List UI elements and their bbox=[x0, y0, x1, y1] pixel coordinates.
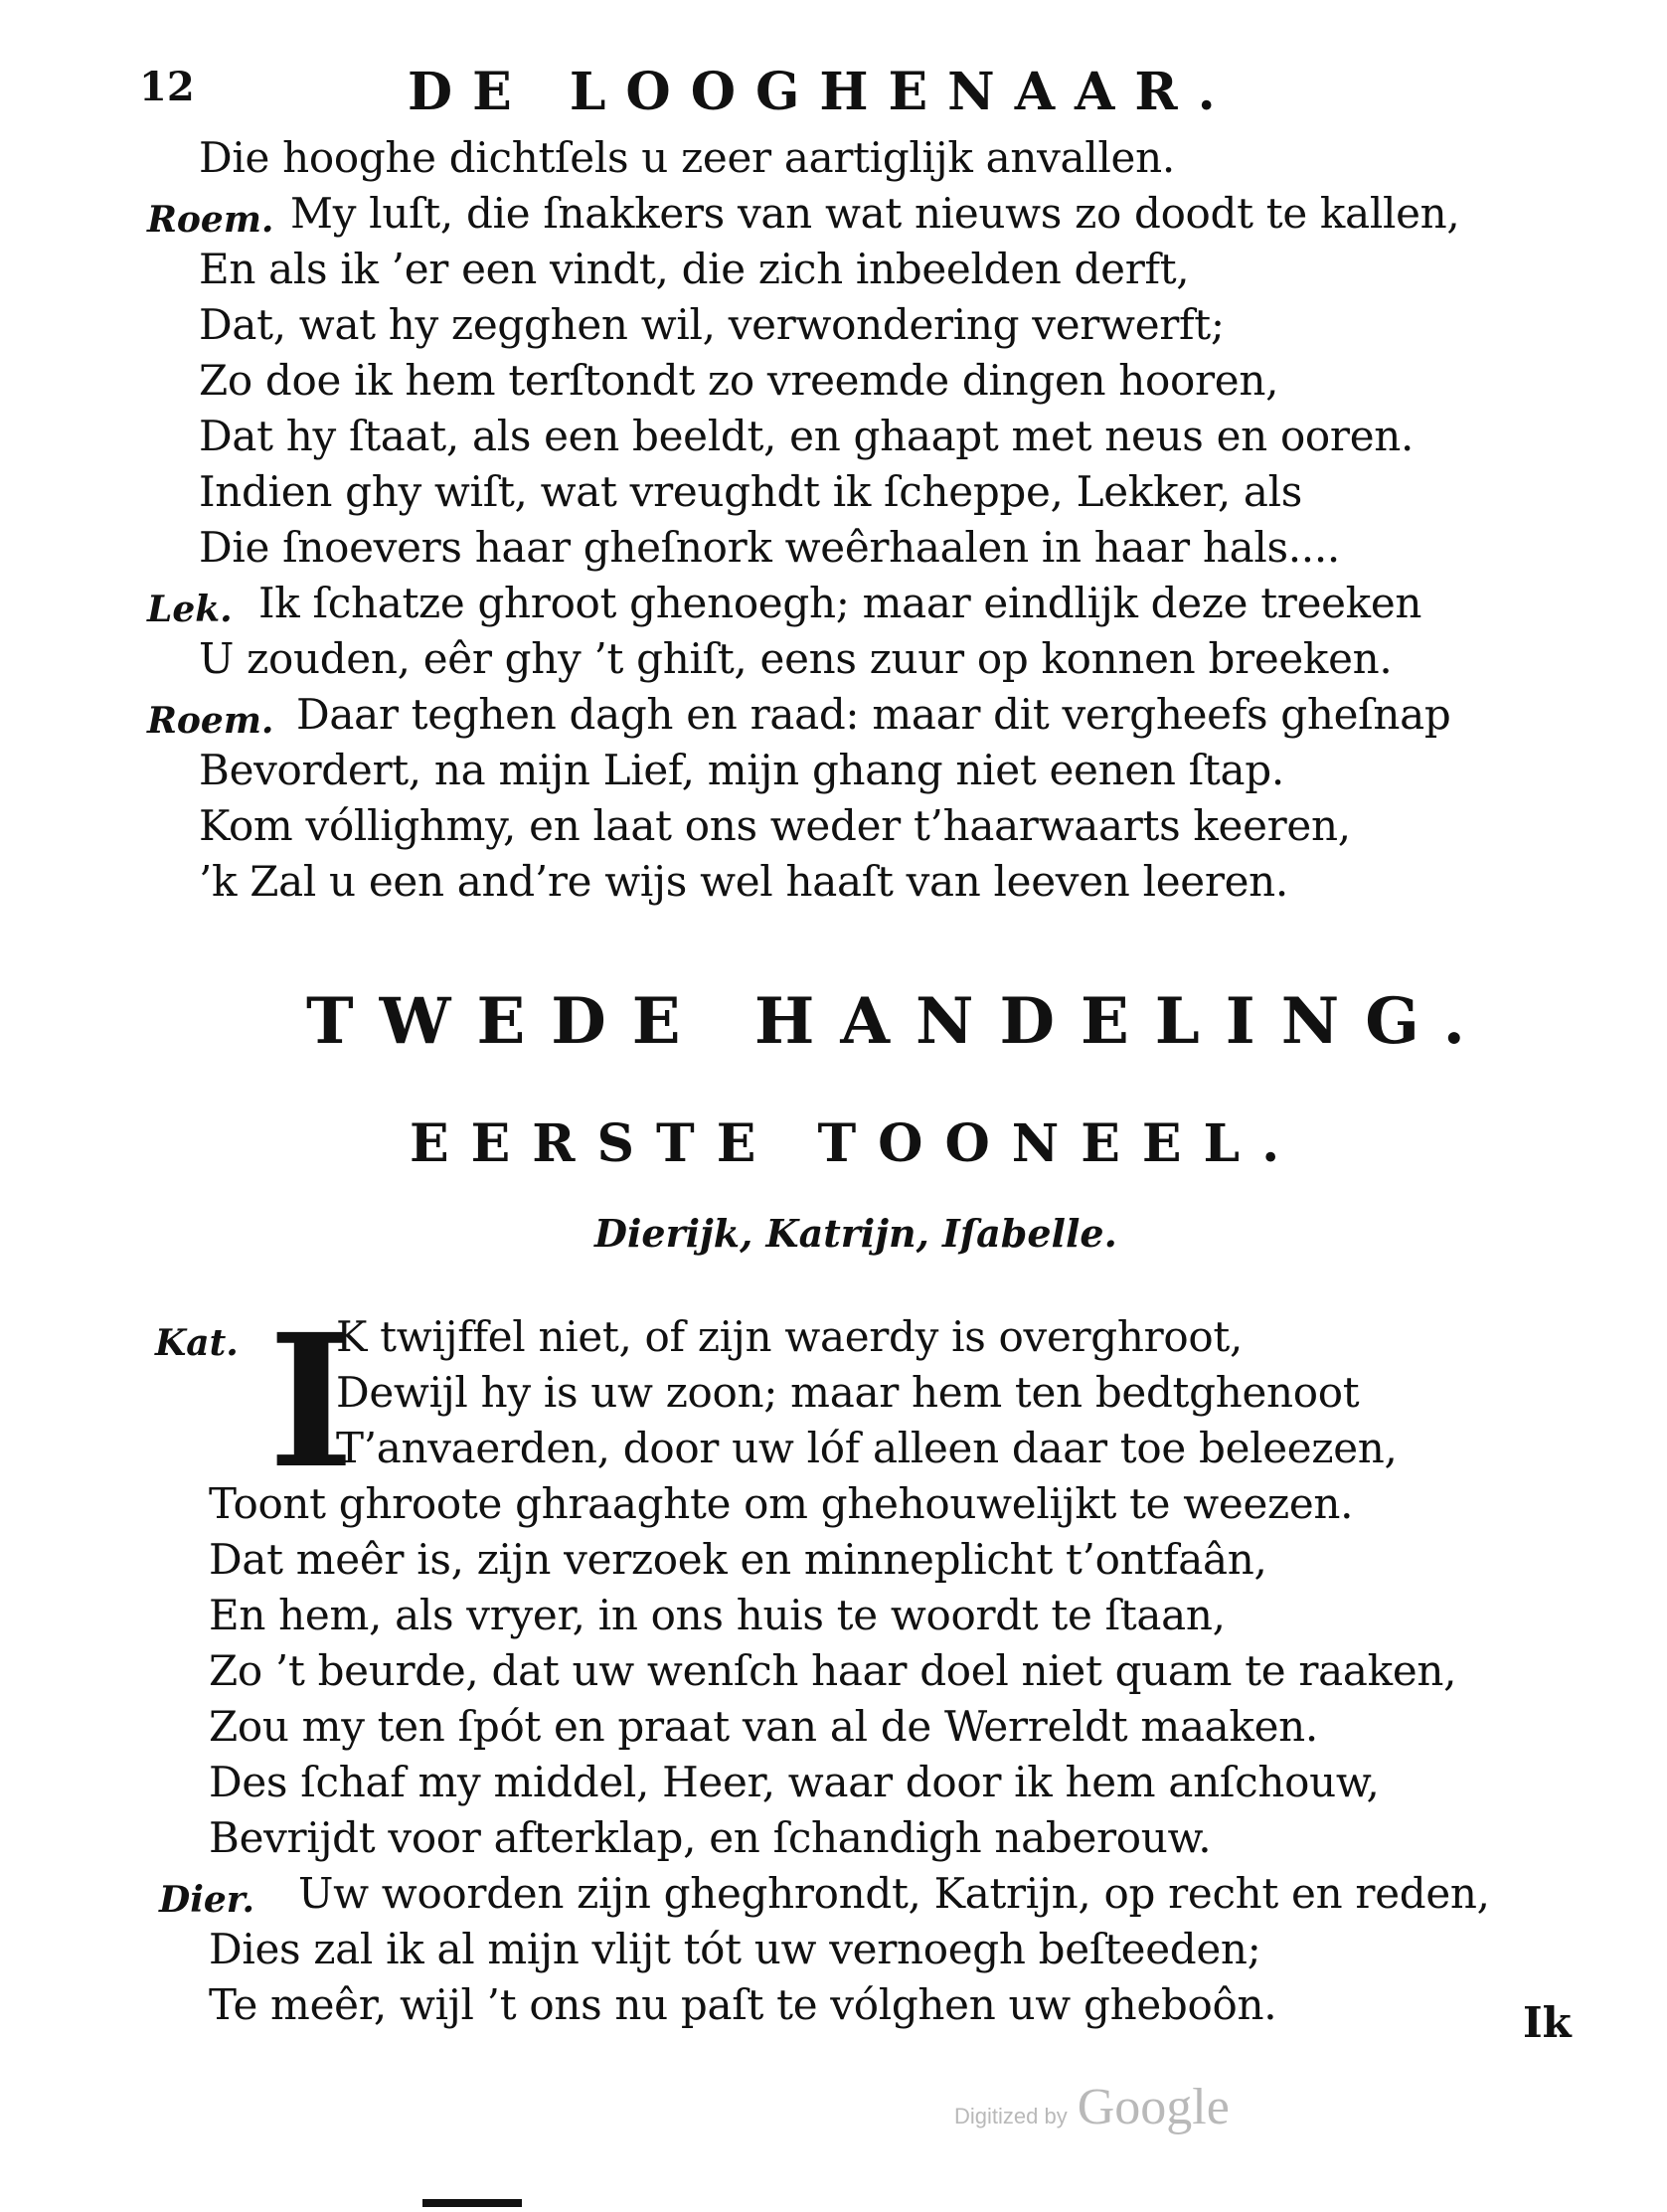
page-number: 12 bbox=[139, 64, 195, 110]
speaker-label: Roem. bbox=[147, 199, 274, 241]
verse-text: Toont ghroote ghraaghte om ghehouwelijkt te weezen. bbox=[209, 1479, 1354, 1528]
running-head: DE LOOGHENAAR. bbox=[408, 62, 1236, 122]
speaker-label: Lek. bbox=[147, 589, 233, 630]
verse-text: Daar teghen dagh en raad: maar dit vergheefs gheſnap bbox=[296, 690, 1451, 739]
verse-text: Die ſnoevers haar gheſnork weêrhaalen in haar hals.... bbox=[199, 523, 1340, 572]
verse-text: Zo ’t beurde, dat uw wenſch haar doel niet quam te raaken, bbox=[209, 1646, 1457, 1695]
verse-text: En als ik ’er een vindt, die zich inbeelden derft, bbox=[199, 245, 1190, 293]
first-speaker-label: Kat. bbox=[155, 1322, 239, 1364]
verse-text: Bevordert, na mijn Lief, mijn ghang niet eenen ſtap. bbox=[199, 746, 1284, 794]
act-title: TWEDE HANDELING. bbox=[306, 984, 1491, 1059]
verse-text: Des ſchaf my middel, Heer, waar door ik hem anſchouw, bbox=[209, 1758, 1380, 1806]
verse-text: Zo doe ik hem terſtondt zo vreemde dingen hooren, bbox=[199, 356, 1279, 405]
verse-text: U zouden, eêr ghy ’t ghiſt, eens zuur op konnen breeken. bbox=[199, 634, 1393, 683]
speaker-label: Roem. bbox=[147, 700, 274, 742]
dramatis-personae: Dierijk, Katrijn, Iſabelle. bbox=[594, 1211, 1117, 1256]
verse-text: Indien ghy wiſt, wat vreughdt ik ſcheppe, Lekker, als bbox=[199, 467, 1303, 516]
verse-text: En hem, als vryer, in ons huis te woordt te ſtaan, bbox=[209, 1591, 1226, 1639]
verse-text: Dewijl hy is uw zoon; maar hem ten bedtghenoot bbox=[336, 1368, 1360, 1417]
verse-text: Dat, wat hy zegghen wil, verwondering verwerft; bbox=[199, 300, 1225, 349]
verse-text: Zou my ten ſpót en praat van al de Werreldt maaken. bbox=[209, 1702, 1318, 1751]
verse-text: Dies zal ik al mijn vlijt tót uw vernoegh beſteeden; bbox=[209, 1925, 1261, 1973]
verse-text: Ik ſchatze ghroot ghenoegh; maar eindlijk deze treeken bbox=[258, 579, 1422, 627]
catchword: Ik bbox=[1523, 1998, 1572, 2047]
speaker-label: Dier. bbox=[159, 1879, 254, 1921]
watermark-brand: Google bbox=[1077, 2079, 1230, 2135]
verse-text: K twijffel niet, of zijn waerdy is overghroot, bbox=[336, 1312, 1244, 1361]
verse-text: My luſt, die ſnakkers van wat nieuws zo doodt te kallen, bbox=[290, 189, 1460, 238]
page-edge-mark bbox=[422, 2199, 522, 2207]
drop-cap: I bbox=[268, 1294, 355, 1509]
watermark-prefix: Digitized by bbox=[954, 2104, 1068, 2128]
verse-text: Dat meêr is, zijn verzoek en minneplicht t’ontfaân, bbox=[209, 1535, 1267, 1584]
digitization-watermark bbox=[954, 2078, 1230, 2136]
verse-text: Kom vóllighmy, en laat ons weder t’haarwaarts keeren, bbox=[199, 801, 1351, 850]
verse-text: Te meêr, wijl ’t ons nu paſt te vólghen uw gheboôn. bbox=[209, 1980, 1277, 2029]
verse-text: Die hooghe dichtſels u zeer aartiglijk anvallen. bbox=[199, 133, 1175, 182]
verse-text: Dat hy ſtaat, als een beeldt, en ghaapt met neus en ooren. bbox=[199, 412, 1415, 460]
verse-text: Bevrijdt voor afterklap, en ſchandigh naberouw. bbox=[209, 1813, 1212, 1862]
verse-text: Uw woorden zijn gheghrondt, Katrijn, op recht en reden, bbox=[298, 1869, 1490, 1918]
verse-text: ’k Zal u een and’re wijs wel haaſt van leeven leeren. bbox=[199, 857, 1288, 906]
scene-title: EERSTE TOONEEL. bbox=[410, 1113, 1302, 1174]
verse-text: T’anvaerden, door uw lóf alleen daar toe beleezen, bbox=[336, 1424, 1398, 1472]
